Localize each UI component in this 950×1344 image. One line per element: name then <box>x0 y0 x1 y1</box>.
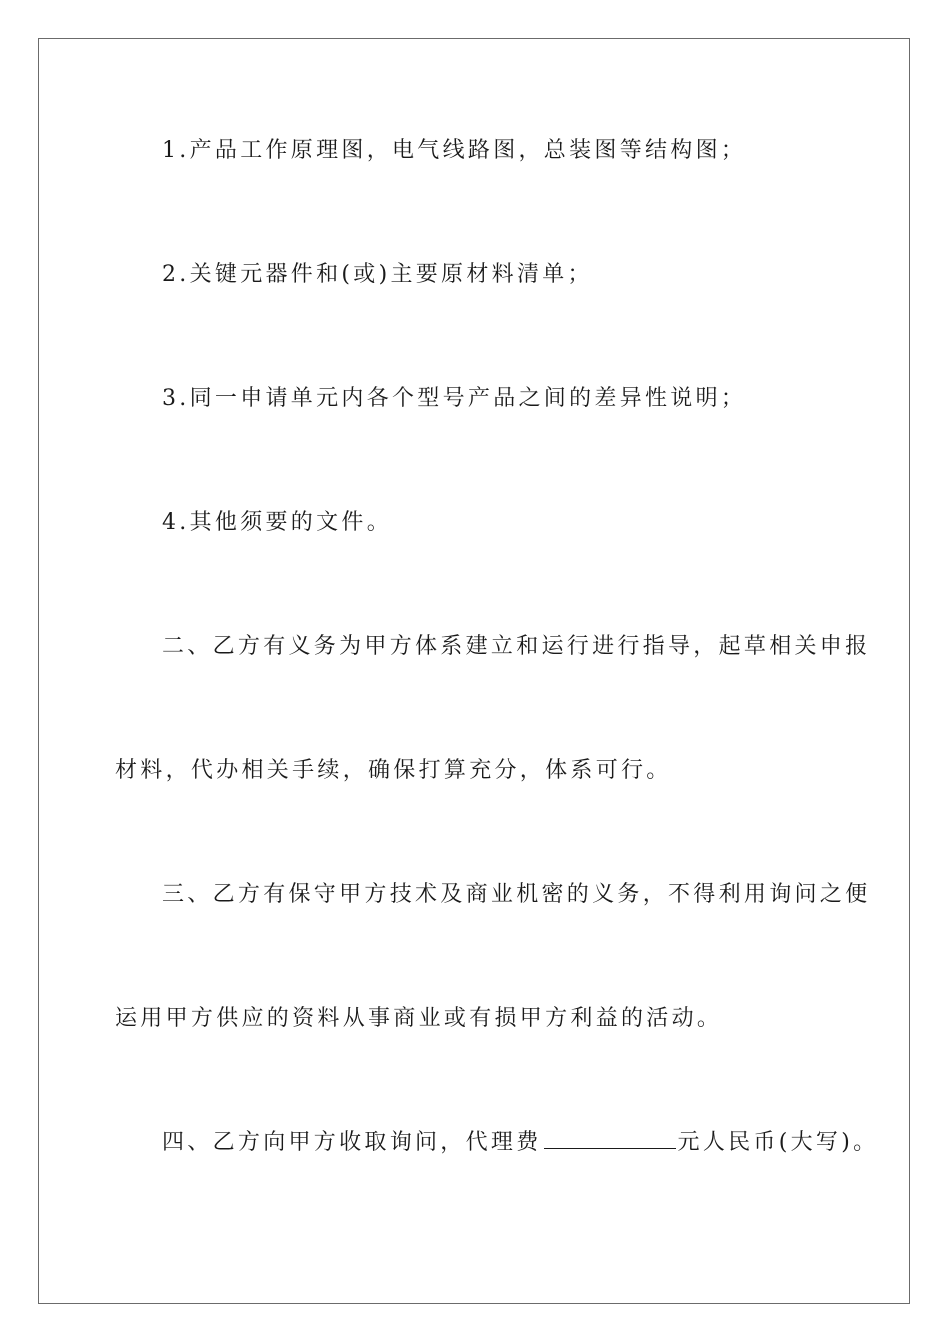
clause-4-line <box>162 1128 878 1158</box>
clause-4-text-after: 元人民币(大写)。 <box>677 1130 879 1155</box>
list-item-4: 4.其他须要的文件。 <box>162 510 392 535</box>
list-item-2: 2.关键元器件和(或)主要原材料清单； <box>162 262 593 287</box>
clause-4-text-before: 四、乙方向甲方收取询问，代理费 <box>162 1130 542 1155</box>
page-frame <box>38 38 910 1304</box>
list-item-1: 1.产品工作原理图，电气线路图，总装图等结构图； <box>162 138 747 163</box>
clause-3-line-2: 运用甲方供应的资料从事商业或有损甲方利益的活动。 <box>115 1006 723 1031</box>
list-item-3: 3.同一申请单元内各个型号产品之间的差异性说明； <box>162 386 747 411</box>
fee-blank-field <box>544 1128 676 1149</box>
clause-2-line-1: 二、乙方有义务为甲方体系建立和运行进行指导，起草相关申报 <box>162 634 871 659</box>
clause-2-line-2: 材料，代办相关手续，确保打算充分，体系可行。 <box>115 758 672 783</box>
clause-3-line-1: 三、乙方有保守甲方技术及商业机密的义务，不得利用询问之便 <box>162 882 871 907</box>
